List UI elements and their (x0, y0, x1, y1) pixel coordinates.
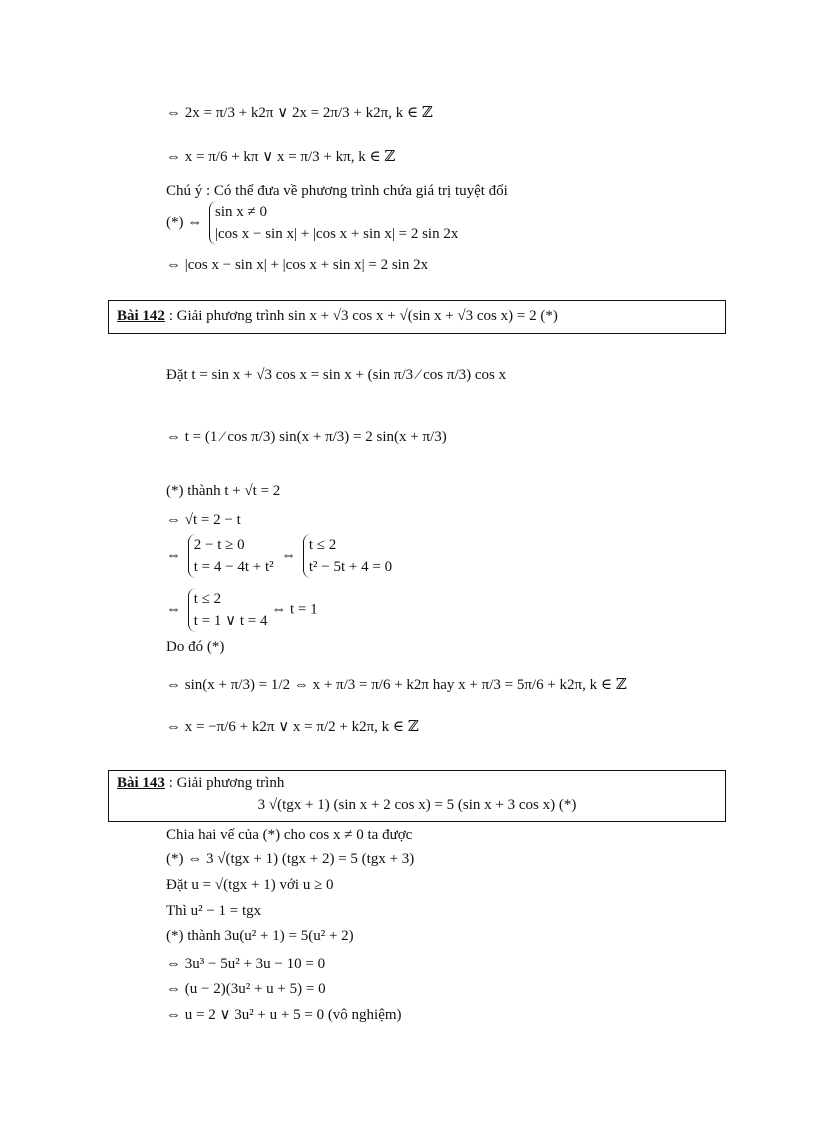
system-brace (209, 201, 458, 245)
system-row: t² − 5t + 4 = 0 (308, 559, 393, 575)
equation-system (166, 201, 458, 245)
equation-line: ⇔ x = π/6 + kπ ∨ x = π/3 + kπ, k ∈ ℤ (166, 149, 396, 165)
equation-line: ⇔ (u − 2)(3u² + u + 5) = 0 (166, 981, 326, 997)
equation-line: ⇔ sin(x + π/3) = 1/2 ⇔ x + π/3 = π/6 + k2π hay x + π/3 = 5π/6 + k2π, k ∈ ℤ (166, 677, 627, 693)
exercise-equation: 3 √(tgx + 1) (sin x + 2 cos x) = 5 (sin x + 3 cos x) (*) (257, 797, 577, 813)
equation-line: ⇔ 2x = π/3 + k2π ∨ 2x = 2π/3 + k2π, k ∈ ℤ (166, 105, 433, 121)
exercise-statement: : Giải phương trình sin x + √3 cos x + √(sin x + √3 cos x) = 2 (*) (164, 308, 558, 324)
exercise-label: Bài 143 (117, 775, 165, 791)
system-tail: ⇔ t = 1 (271, 601, 318, 618)
equation-line: (*) thành t + √t = 2 (166, 483, 281, 499)
equation-system: ⇔ t ≤ 2 t = 1 ∨ t = 4 ⇔ t = 1 (166, 588, 318, 632)
equation-line: ⇔ √t = 2 − t (166, 512, 241, 528)
exercise-statement: : Giải phương trình (164, 775, 285, 791)
note-text: Chú ý : Có thể đưa về phương trình chứa giá trị tuyệt đối (166, 183, 508, 199)
system-row: |cos x − sin x| + |cos x + sin x| = 2 sin 2x (215, 226, 459, 242)
system-row: t ≤ 2 (193, 591, 222, 607)
equation-line: Đặt u = √(tgx + 1) với u ≥ 0 (166, 877, 334, 893)
equation-line: ⇔ x = −π/6 + k2π ∨ x = π/2 + k2π, k ∈ ℤ (166, 719, 419, 735)
equation-line: (*) ⇔ 3 √(tgx + 1) (tgx + 2) = 5 (tgx + 3) (166, 851, 415, 867)
system-brace (188, 534, 274, 578)
equation-line: (*) thành 3u(u² + 1) = 5(u² + 2) (166, 928, 354, 944)
equation-line: Chia hai vế của (*) cho cos x ≠ 0 ta được (166, 827, 413, 843)
system-brace (188, 588, 268, 632)
equation-system: ⇔ 2 − t ≥ 0 t = 4 − 4t + t² ⇔ t ≤ 2 t² − 5t + 4 = 0 (166, 534, 392, 578)
system-row: t = 4 − 4t + t² (193, 559, 274, 575)
equation-line: Đặt t = sin x + √3 cos x = sin x + (sin π/3 ⁄ cos π/3) cos x (166, 367, 507, 383)
exercise-box-142 (108, 300, 726, 334)
system-brace (303, 534, 392, 578)
system-row: sin x ≠ 0 (215, 204, 267, 220)
exercise-label: Bài 142 (117, 308, 165, 324)
system-row: t ≤ 2 (308, 537, 337, 553)
system-row: 2 − t ≥ 0 (193, 537, 245, 553)
equation-line: Thì u² − 1 = tgx (166, 903, 262, 919)
system-row: t = 1 ∨ t = 4 (193, 613, 268, 629)
exercise-heading (117, 775, 284, 792)
exercise-box-143 (108, 770, 726, 822)
system-prefix: (*) ⇔ (166, 214, 203, 231)
equation-line: ⇔ |cos x − sin x| + |cos x + sin x| = 2 sin 2x (166, 257, 429, 273)
equation-line: ⇔ t = (1 ⁄ cos π/3) sin(x + π/3) = 2 sin(x + π/3) (166, 429, 447, 445)
equation-line: ⇔ u = 2 ∨ 3u² + u + 5 = 0 (vô nghiệm) (166, 1007, 402, 1023)
equation-line: ⇔ 3u³ − 5u² + 3u − 10 = 0 (166, 956, 326, 972)
equation-line: Do đó (*) (166, 639, 225, 655)
exercise-heading (117, 308, 558, 325)
